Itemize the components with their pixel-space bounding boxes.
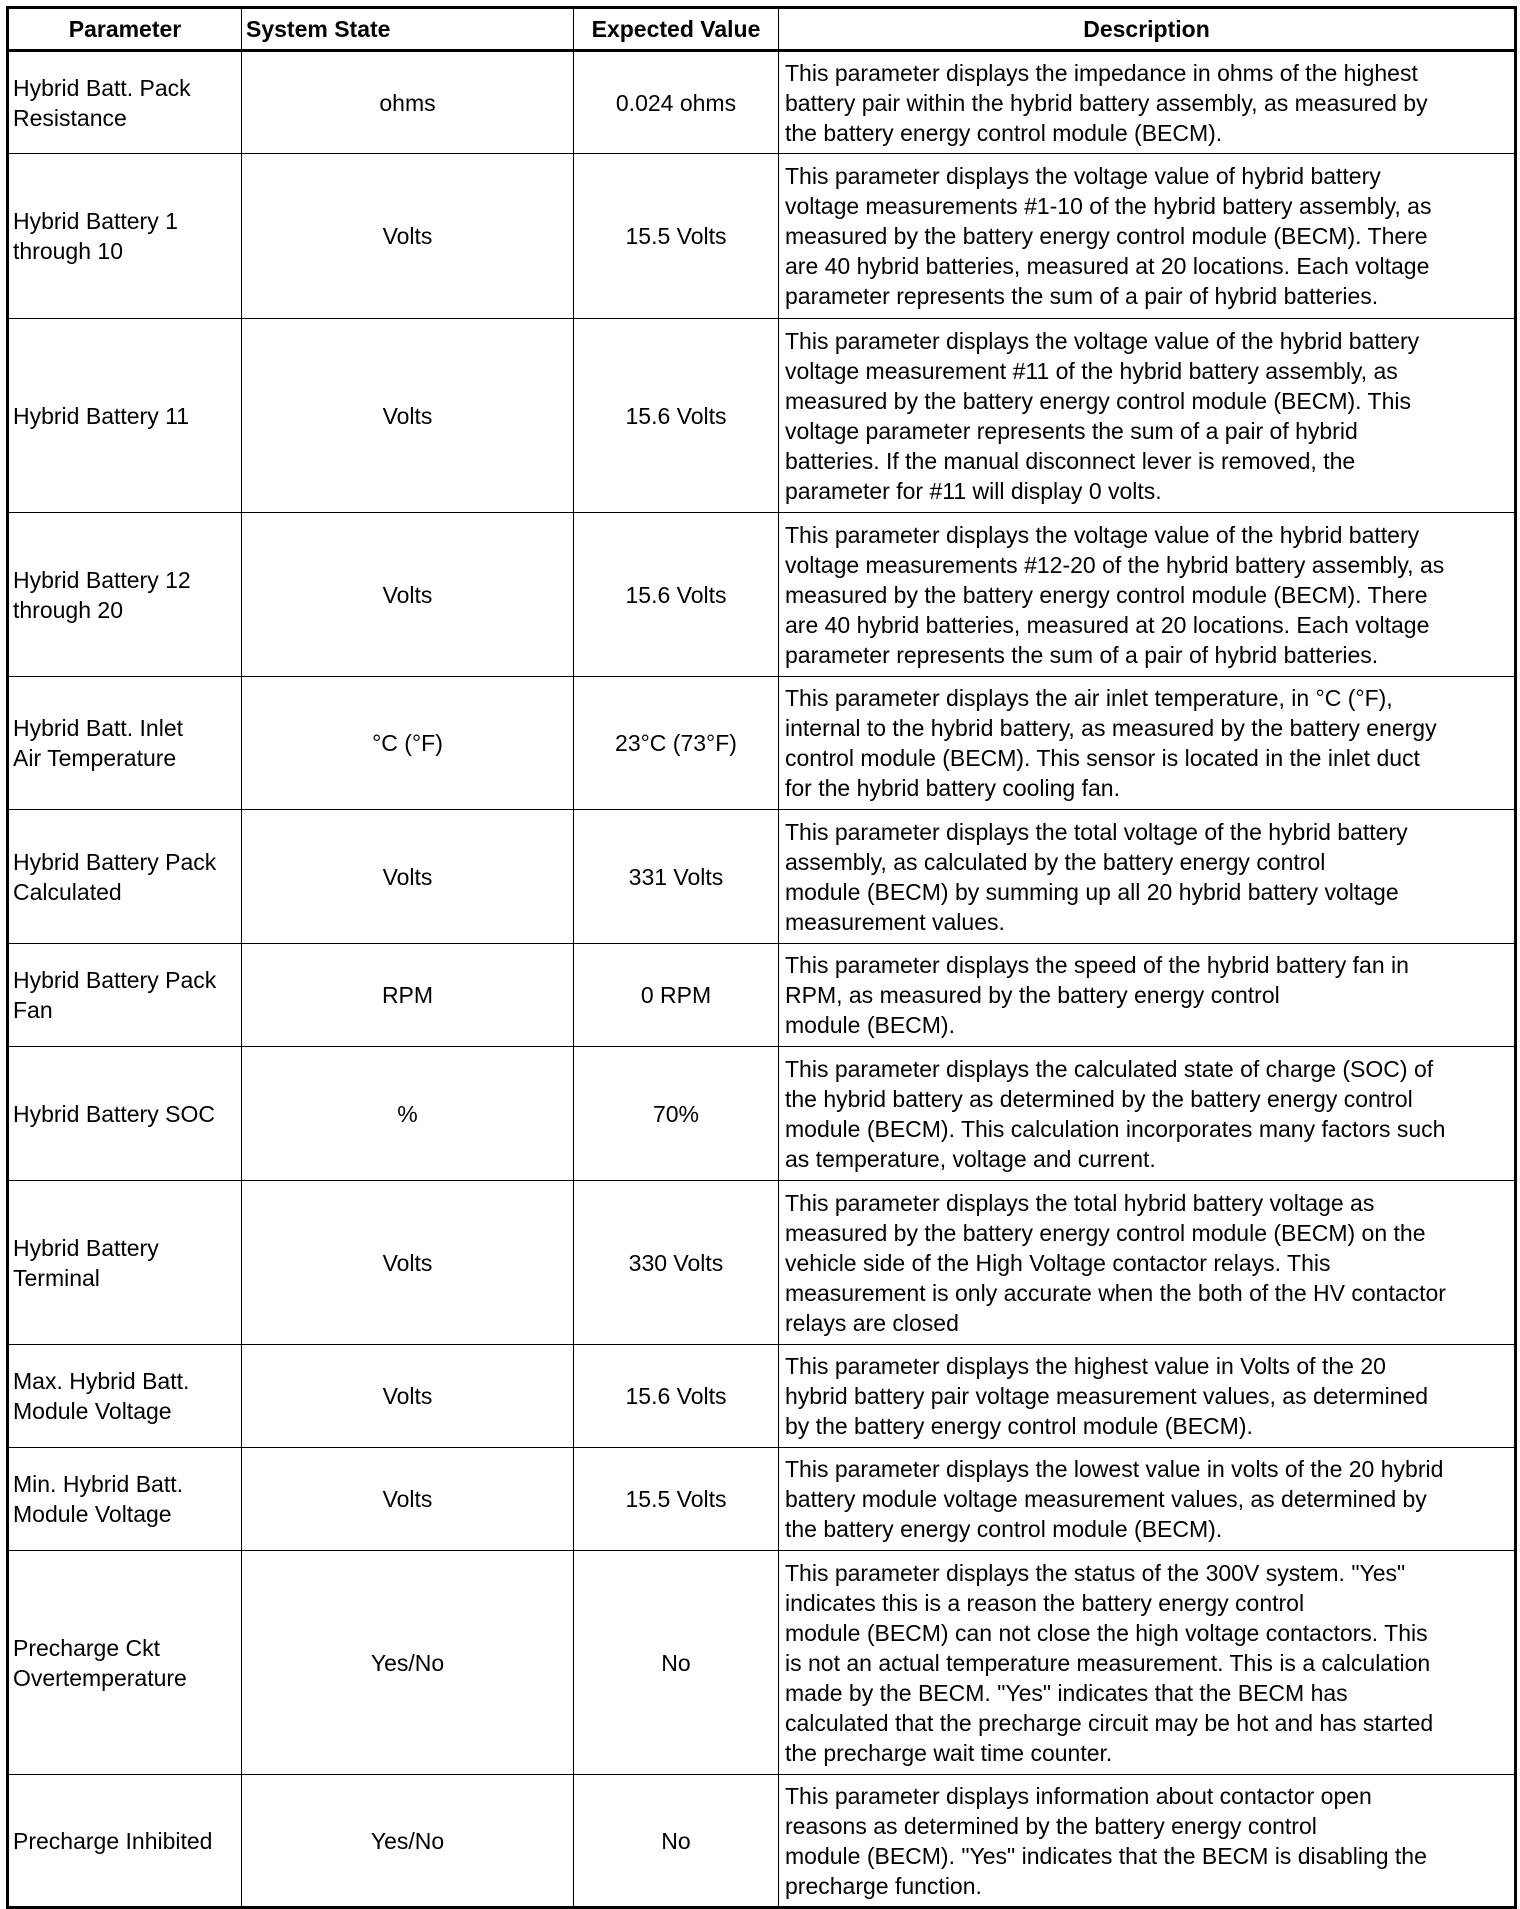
- cell-description: This parameter displays the voltage value of hybrid battery voltage measurements #1-10 of the hybrid battery assembly, as measured by the battery energy control module (BECM). There are 40 hybrid batteries, measured at 20 locations. Each voltage parameter represents the sum of a pair of hybrid batteries.: [779, 154, 1516, 319]
- cell-parameter: Max. Hybrid Batt. Module Voltage: [8, 1345, 242, 1448]
- table-row: [8, 1181, 1516, 1345]
- cell-parameter: Hybrid Batt. Pack Resistance: [8, 51, 242, 154]
- table-body: [8, 51, 1516, 1908]
- header-system-state: System State: [242, 8, 574, 51]
- cell-system-state: °C (°F): [242, 677, 574, 810]
- table-row: [8, 51, 1516, 154]
- cell-parameter: Hybrid Battery SOC: [8, 1047, 242, 1181]
- cell-expected-value: 0 RPM: [574, 944, 779, 1047]
- cell-description: This parameter displays the air inlet temperature, in °C (°F), internal to the hybrid battery, as measured by the battery energy control module (BECM). This sensor is located in the inlet duct for the hybrid battery cooling fan.: [779, 677, 1516, 810]
- header-expected-value: Expected Value: [574, 8, 779, 51]
- cell-expected-value: No: [574, 1775, 779, 1908]
- cell-expected-value: 15.6 Volts: [574, 319, 779, 513]
- cell-system-state: RPM: [242, 944, 574, 1047]
- cell-description: This parameter displays the total hybrid battery voltage as measured by the battery energy control module (BECM) on the vehicle side of the High Voltage contactor relays. This measurement is only accurate when the both of the HV contactor relays are closed: [779, 1181, 1516, 1345]
- cell-expected-value: 70%: [574, 1047, 779, 1181]
- cell-description: This parameter displays the status of the 300V system. "Yes" indicates this is a reason the battery energy control module (BECM) can not close the high voltage contactors. This is not an actual temperature measurement. This is a calculation made by the BECM. "Yes" indicates that the BECM has calculated that the precharge circuit may be hot and has started the precharge wait time counter.: [779, 1551, 1516, 1775]
- cell-parameter: Hybrid Batt. Inlet Air Temperature: [8, 677, 242, 810]
- cell-expected-value: 23°C (73°F): [574, 677, 779, 810]
- cell-parameter: Hybrid Battery 11: [8, 319, 242, 513]
- cell-parameter: Min. Hybrid Batt. Module Voltage: [8, 1448, 242, 1551]
- cell-system-state: %: [242, 1047, 574, 1181]
- table-row: [8, 154, 1516, 319]
- header-parameter: Parameter: [8, 8, 242, 51]
- cell-expected-value: 0.024 ohms: [574, 51, 779, 154]
- table-row: [8, 1047, 1516, 1181]
- cell-expected-value: 15.5 Volts: [574, 1448, 779, 1551]
- cell-system-state: Volts: [242, 154, 574, 319]
- table-row: [8, 1775, 1516, 1908]
- cell-description: This parameter displays the highest value in Volts of the 20 hybrid battery pair voltage measurement values, as determined by the battery energy control module (BECM).: [779, 1345, 1516, 1448]
- cell-expected-value: 15.6 Volts: [574, 1345, 779, 1448]
- cell-description: This parameter displays the calculated state of charge (SOC) of the hybrid battery as determined by the battery energy control module (BECM). This calculation incorporates many factors such as temperature, voltage and current.: [779, 1047, 1516, 1181]
- cell-parameter: Precharge Inhibited: [8, 1775, 242, 1908]
- cell-expected-value: 15.5 Volts: [574, 154, 779, 319]
- cell-expected-value: 331 Volts: [574, 810, 779, 944]
- table-header: [8, 8, 1516, 51]
- header-row: [8, 8, 1516, 51]
- table-row: [8, 513, 1516, 677]
- cell-description: This parameter displays the speed of the hybrid battery fan in RPM, as measured by the battery energy control module (BECM).: [779, 944, 1516, 1047]
- cell-parameter: Hybrid Battery 1 through 10: [8, 154, 242, 319]
- cell-parameter: Precharge Ckt Overtemperature: [8, 1551, 242, 1775]
- cell-parameter: Hybrid Battery Pack Fan: [8, 944, 242, 1047]
- cell-parameter: Hybrid Battery Terminal: [8, 1181, 242, 1345]
- table-row: [8, 944, 1516, 1047]
- cell-description: This parameter displays the impedance in ohms of the highest battery pair within the hybrid battery assembly, as measured by the battery energy control module (BECM).: [779, 51, 1516, 154]
- cell-system-state: Volts: [242, 513, 574, 677]
- cell-parameter: Hybrid Battery Pack Calculated: [8, 810, 242, 944]
- table-row: [8, 1551, 1516, 1775]
- cell-expected-value: 330 Volts: [574, 1181, 779, 1345]
- cell-system-state: Volts: [242, 1345, 574, 1448]
- cell-system-state: Volts: [242, 810, 574, 944]
- cell-description: This parameter displays the total voltage of the hybrid battery assembly, as calculated by the battery energy control module (BECM) by summing up all 20 hybrid battery voltage measurement values.: [779, 810, 1516, 944]
- table-row: [8, 1345, 1516, 1448]
- cell-system-state: ohms: [242, 51, 574, 154]
- cell-system-state: Volts: [242, 1448, 574, 1551]
- cell-parameter: Hybrid Battery 12 through 20: [8, 513, 242, 677]
- cell-description: This parameter displays information about contactor open reasons as determined by the battery energy control module (BECM). "Yes" indicates that the BECM is disabling the precharge function.: [779, 1775, 1516, 1908]
- header-description: Description: [779, 8, 1516, 51]
- table-row: [8, 1448, 1516, 1551]
- table-row: [8, 677, 1516, 810]
- parameter-table: [6, 6, 1517, 1909]
- cell-system-state: Volts: [242, 319, 574, 513]
- cell-expected-value: 15.6 Volts: [574, 513, 779, 677]
- cell-description: This parameter displays the voltage value of the hybrid battery voltage measurement #11 of the hybrid battery assembly, as measured by the battery energy control module (BECM). This voltage parameter represents the sum of a pair of hybrid batteries. If the manual disconnect lever is removed, the parameter for #11 will display 0 volts.: [779, 319, 1516, 513]
- cell-system-state: Yes/No: [242, 1551, 574, 1775]
- cell-expected-value: No: [574, 1551, 779, 1775]
- table-row: [8, 810, 1516, 944]
- table-row: [8, 319, 1516, 513]
- cell-description: This parameter displays the lowest value in volts of the 20 hybrid battery module voltage measurement values, as determined by the battery energy control module (BECM).: [779, 1448, 1516, 1551]
- cell-description: This parameter displays the voltage value of the hybrid battery voltage measurements #12-20 of the hybrid battery assembly, as measured by the battery energy control module (BECM). There are 40 hybrid batteries, measured at 20 locations. Each voltage parameter represents the sum of a pair of hybrid batteries.: [779, 513, 1516, 677]
- cell-system-state: Yes/No: [242, 1775, 574, 1908]
- cell-system-state: Volts: [242, 1181, 574, 1345]
